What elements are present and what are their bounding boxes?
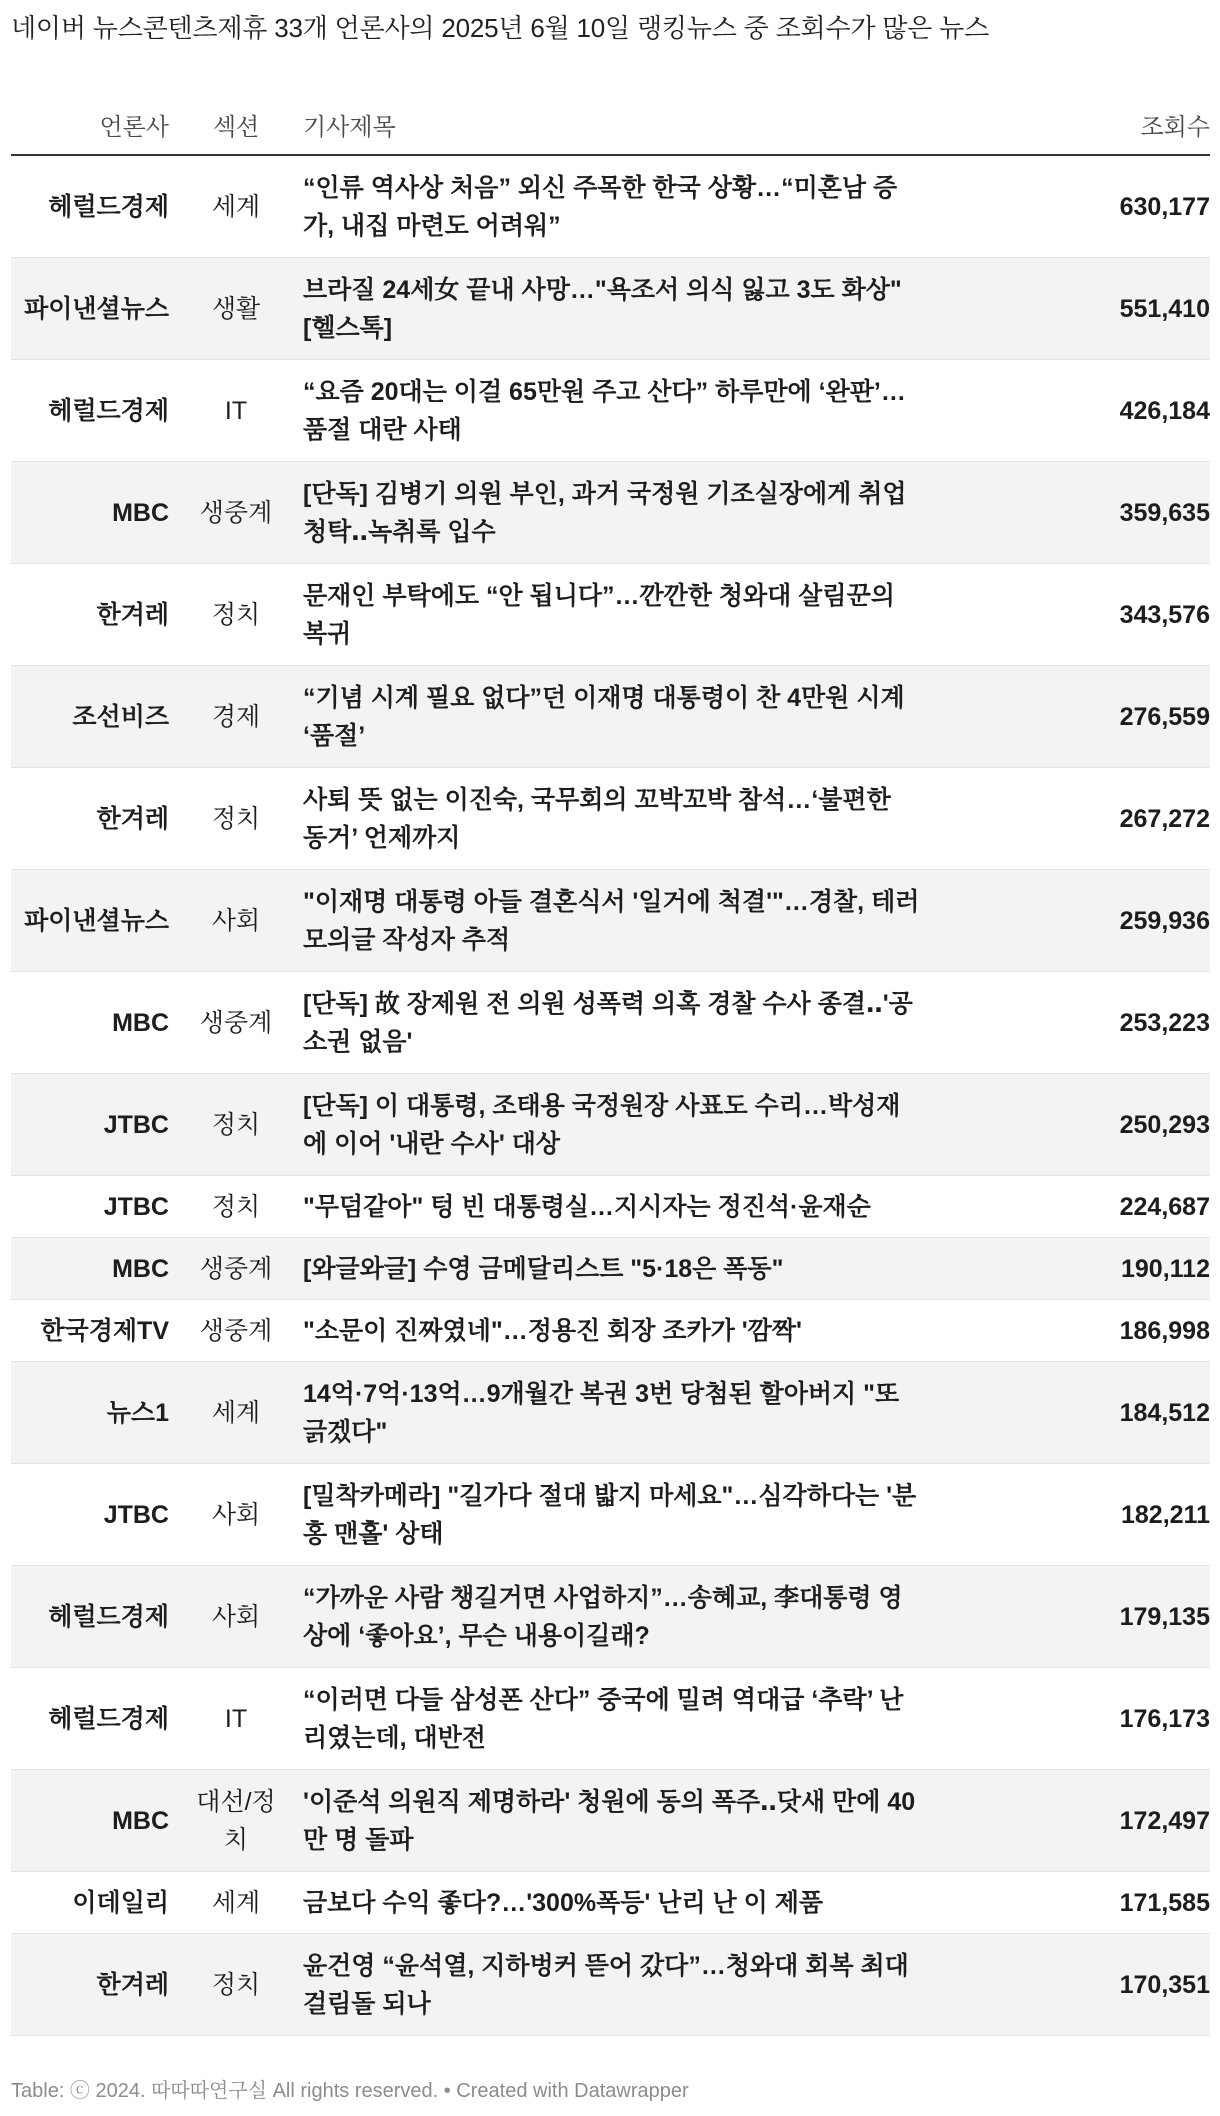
views-cell: 170,351 bbox=[941, 1934, 1210, 2036]
views-cell: 182,211 bbox=[941, 1464, 1210, 1566]
section-cell: 사회 bbox=[181, 1566, 291, 1668]
views-cell: 250,293 bbox=[941, 1074, 1210, 1176]
article-title-cell: 14억·7억·13억…9개월간 복권 3번 당첨된 할아버지 "또 긁겠다" bbox=[291, 1362, 941, 1464]
publisher-cell: 헤럴드경제 bbox=[11, 360, 181, 462]
table-row bbox=[11, 1362, 1210, 1464]
publisher-cell: 한국경제TV bbox=[11, 1300, 181, 1362]
article-title-cell: [와글와글] 수영 금메달리스트 "5·18은 폭동" bbox=[291, 1238, 941, 1300]
publisher-cell: 헤럴드경제 bbox=[11, 1668, 181, 1770]
column-header-publisher[interactable]: 언론사 bbox=[11, 94, 181, 155]
article-title-cell: "소문이 진짜였네"…정용진 회장 조카가 '깜짝' bbox=[291, 1300, 941, 1362]
table-row bbox=[11, 1300, 1210, 1362]
publisher-cell: JTBC bbox=[11, 1074, 181, 1176]
section-cell: 사회 bbox=[181, 1464, 291, 1566]
article-title-cell: [단독] 김병기 의원 부인, 과거 국정원 기조실장에게 취업 청탁‥녹취록 입수 bbox=[291, 462, 941, 564]
section-cell: 세계 bbox=[181, 1362, 291, 1464]
table-row bbox=[11, 1934, 1210, 2036]
publisher-cell: 조선비즈 bbox=[11, 666, 181, 768]
publisher-cell: 파이낸셜뉴스 bbox=[11, 870, 181, 972]
article-title-cell: 브라질 24세女 끝내 사망…"욕조서 의식 잃고 3도 화상" [헬스톡] bbox=[291, 258, 941, 360]
table-row bbox=[11, 462, 1210, 564]
article-title-cell: [단독] 故 장제원 전 의원 성폭력 의혹 경찰 수사 종결‥'공소권 없음' bbox=[291, 972, 941, 1074]
publisher-cell: MBC bbox=[11, 1770, 181, 1872]
views-cell: 276,559 bbox=[941, 666, 1210, 768]
publisher-cell: JTBC bbox=[11, 1464, 181, 1566]
header-row bbox=[11, 94, 1210, 155]
table-row bbox=[11, 666, 1210, 768]
publisher-cell: 파이낸셜뉴스 bbox=[11, 258, 181, 360]
table-row bbox=[11, 768, 1210, 870]
views-cell: 359,635 bbox=[941, 462, 1210, 564]
section-cell: 세계 bbox=[181, 155, 291, 258]
publisher-cell: MBC bbox=[11, 1238, 181, 1300]
section-cell: 생중계 bbox=[181, 1300, 291, 1362]
views-cell: 551,410 bbox=[941, 258, 1210, 360]
ranking-news-table bbox=[11, 94, 1210, 2036]
section-cell: 정치 bbox=[181, 768, 291, 870]
views-cell: 630,177 bbox=[941, 155, 1210, 258]
section-cell: 생활 bbox=[181, 258, 291, 360]
column-header-views[interactable]: 조회수 bbox=[941, 94, 1210, 155]
table-row bbox=[11, 1464, 1210, 1566]
article-title-cell: [밀착카메라] "길가다 절대 밟지 마세요"…심각하다는 '분홍 맨홀' 상태 bbox=[291, 1464, 941, 1566]
table-row bbox=[11, 155, 1210, 258]
section-cell: 대선/정치 bbox=[181, 1770, 291, 1872]
views-cell: 184,512 bbox=[941, 1362, 1210, 1464]
article-title-cell: “이러면 다들 삼성폰 산다” 중국에 밀려 역대급 ‘추락’ 난리였는데, 대반전 bbox=[291, 1668, 941, 1770]
table-footer-credit: Table: ⓒ 2024. 따따따연구실 All rights reserved. • Created with Datawrapper bbox=[11, 2080, 689, 2102]
table-row bbox=[11, 1566, 1210, 1668]
section-cell: 경제 bbox=[181, 666, 291, 768]
table-row bbox=[11, 564, 1210, 666]
section-cell: 생중계 bbox=[181, 462, 291, 564]
publisher-cell: 한겨레 bbox=[11, 1934, 181, 2036]
column-header-section[interactable]: 섹션 bbox=[181, 94, 291, 155]
views-cell: 176,173 bbox=[941, 1668, 1210, 1770]
views-cell: 426,184 bbox=[941, 360, 1210, 462]
publisher-cell: MBC bbox=[11, 462, 181, 564]
section-cell: 생중계 bbox=[181, 972, 291, 1074]
table-row bbox=[11, 1668, 1210, 1770]
article-title-cell: 문재인 부탁에도 “안 됩니다”…깐깐한 청와대 살림꾼의 복귀 bbox=[291, 564, 941, 666]
article-title-cell: “요즘 20대는 이걸 65만원 주고 산다” 하루만에 ‘완판’…품절 대란 사태 bbox=[291, 360, 941, 462]
article-title-cell: 금보다 수익 좋다?…'300%폭등' 난리 난 이 제품 bbox=[291, 1872, 941, 1934]
table-row bbox=[11, 1238, 1210, 1300]
views-cell: 267,272 bbox=[941, 768, 1210, 870]
column-header-title[interactable]: 기사제목 bbox=[291, 94, 941, 155]
chart-title: 네이버 뉴스콘텐츠제휴 33개 언론사의 2025년 6월 10일 랭킹뉴스 중 조회수가 많은 뉴스 bbox=[11, 13, 989, 43]
table-row bbox=[11, 1176, 1210, 1238]
article-title-cell: 사퇴 뜻 없는 이진숙, 국무회의 꼬박꼬박 참석…‘불편한 동거’ 언제까지 bbox=[291, 768, 941, 870]
section-cell: 정치 bbox=[181, 564, 291, 666]
article-title-cell: “가까운 사람 챙길거면 사업하지”…송혜교, 李대통령 영상에 ‘좋아요’, 무슨 내용이길래? bbox=[291, 1566, 941, 1668]
views-cell: 224,687 bbox=[941, 1176, 1210, 1238]
table-row bbox=[11, 972, 1210, 1074]
article-title-cell: 윤건영 “윤석열, 지하벙커 뜯어 갔다”…청와대 회복 최대 걸림돌 되나 bbox=[291, 1934, 941, 2036]
table-row bbox=[11, 1770, 1210, 1872]
section-cell: 세계 bbox=[181, 1872, 291, 1934]
views-cell: 343,576 bbox=[941, 564, 1210, 666]
publisher-cell: 이데일리 bbox=[11, 1872, 181, 1934]
views-cell: 253,223 bbox=[941, 972, 1210, 1074]
table-body bbox=[11, 155, 1210, 2036]
article-title-cell: “인류 역사상 처음” 외신 주목한 한국 상황…“미혼남 증가, 내집 마련도 어려워” bbox=[291, 155, 941, 258]
table-row bbox=[11, 360, 1210, 462]
publisher-cell: 한겨레 bbox=[11, 768, 181, 870]
section-cell: 정치 bbox=[181, 1934, 291, 2036]
article-title-cell: '이준석 의원직 제명하라' 청원에 동의 폭주‥닷새 만에 40만 명 돌파 bbox=[291, 1770, 941, 1872]
article-title-cell: "무덤같아" 텅 빈 대통령실…지시자는 정진석·윤재순 bbox=[291, 1176, 941, 1238]
views-cell: 172,497 bbox=[941, 1770, 1210, 1872]
article-title-cell: "이재명 대통령 아들 결혼식서 '일거에 척결'"…경찰, 테러 모의글 작성자 추적 bbox=[291, 870, 941, 972]
publisher-cell: JTBC bbox=[11, 1176, 181, 1238]
views-cell: 171,585 bbox=[941, 1872, 1210, 1934]
views-cell: 186,998 bbox=[941, 1300, 1210, 1362]
views-cell: 259,936 bbox=[941, 870, 1210, 972]
publisher-cell: 한겨레 bbox=[11, 564, 181, 666]
article-title-cell: “기념 시계 필요 없다”던 이재명 대통령이 찬 4만원 시계 ‘품절’ bbox=[291, 666, 941, 768]
table-row bbox=[11, 1872, 1210, 1934]
section-cell: 생중계 bbox=[181, 1238, 291, 1300]
publisher-cell: 뉴스1 bbox=[11, 1362, 181, 1464]
table-row bbox=[11, 258, 1210, 360]
section-cell: 사회 bbox=[181, 870, 291, 972]
section-cell: 정치 bbox=[181, 1074, 291, 1176]
publisher-cell: 헤럴드경제 bbox=[11, 155, 181, 258]
views-cell: 190,112 bbox=[941, 1238, 1210, 1300]
views-cell: 179,135 bbox=[941, 1566, 1210, 1668]
table-row bbox=[11, 870, 1210, 972]
table-header bbox=[11, 94, 1210, 155]
article-title-cell: [단독] 이 대통령, 조태용 국정원장 사표도 수리…박성재에 이어 '내란 수사' 대상 bbox=[291, 1074, 941, 1176]
section-cell: 정치 bbox=[181, 1176, 291, 1238]
section-cell: IT bbox=[181, 1668, 291, 1770]
table-row bbox=[11, 1074, 1210, 1176]
publisher-cell: 헤럴드경제 bbox=[11, 1566, 181, 1668]
section-cell: IT bbox=[181, 360, 291, 462]
publisher-cell: MBC bbox=[11, 972, 181, 1074]
